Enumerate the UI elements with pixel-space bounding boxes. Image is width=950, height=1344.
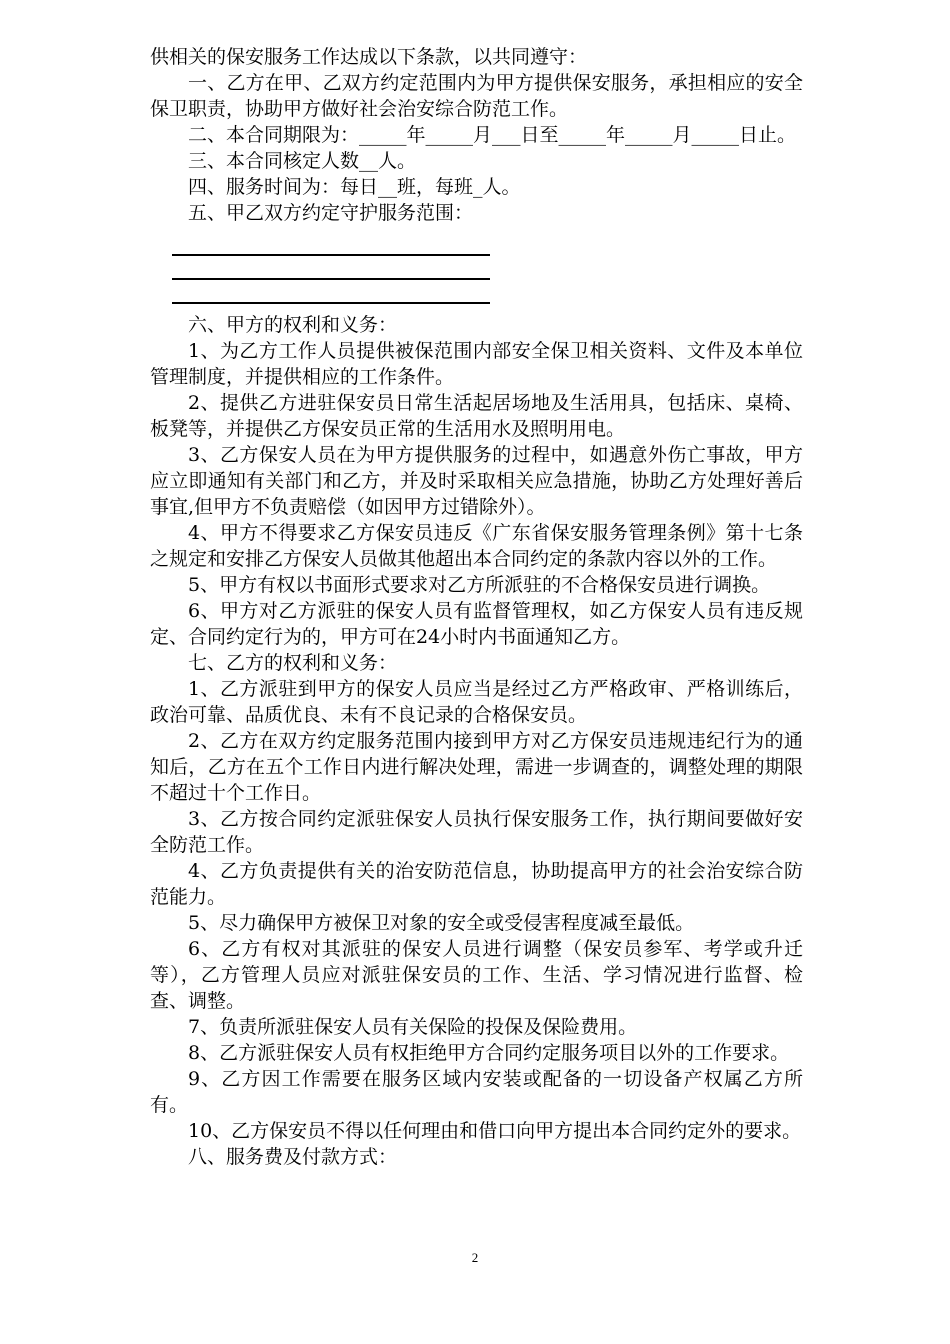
- blank-line: [172, 232, 490, 256]
- paragraph: 供相关的保安服务工作达成以下条款，以共同遵守：: [150, 46, 588, 68]
- paragraph: 1、乙方派驻到甲方的保安人员应当是经过乙方严格政审、严格训练后，政治可靠、品质优良、未有不良记录的合格保安员。: [150, 678, 803, 726]
- paragraph: 2、提供乙方进驻保安员日常生活起居场地及生活用具，包括床、桌椅、板凳等，并提供乙方保安员正常的生活用水及照明用电。: [150, 392, 803, 440]
- paragraph: 7、负责所派驻保安人员有关保险的投保及保险费用。: [188, 1016, 638, 1038]
- blank-line: [172, 280, 490, 304]
- document-page: [150, 44, 803, 1170]
- paragraph: 4、甲方不得要求乙方保安员违反《广东省保安服务管理条例》第十七条之规定和安排乙方保安人员做其他超出本合同约定的条款内容以外的工作。: [150, 522, 803, 570]
- paragraph: 八、服务费及付款方式：: [188, 1146, 398, 1168]
- paragraph: 四、服务时间为：每日__班，每班_人。: [188, 176, 521, 198]
- paragraph: 9、乙方因工作需要在服务区域内安装或配备的一切设备产权属乙方所有。: [150, 1068, 803, 1116]
- paragraph: 3、乙方按合同约定派驻保安人员执行保安服务工作，执行期间要做好安全防范工作。: [150, 808, 803, 856]
- blank-line: [172, 256, 490, 280]
- paragraph: 五、甲乙双方约定守护服务范围：: [188, 202, 474, 224]
- paragraph: 10、乙方保安员不得以任何理由和借口向甲方提出本合同约定外的要求。: [188, 1120, 802, 1142]
- paragraph: 三、本合同核定人数__人。: [188, 150, 417, 172]
- paragraph: 5、甲方有权以书面形式要求对乙方所派驻的不合格保安员进行调换。: [188, 574, 771, 596]
- contract-clauses-top: [150, 44, 803, 226]
- paragraph: 一、乙方在甲、乙双方约定范围内为甲方提供保安服务，承担相应的安全保卫职责，协助甲方做好社会治安综合防范工作。: [150, 72, 803, 120]
- paragraph: 二、本合同期限为：_____年_____月___日至_____年_____月_____日止。: [188, 124, 797, 146]
- contract-clauses-main: [150, 312, 803, 1170]
- paragraph: 6、甲方对乙方派驻的保安人员有监督管理权，如乙方保安人员有违反规定、合同约定行为的，甲方可在24小时内书面通知乙方。: [150, 600, 803, 648]
- paragraph: 2、乙方在双方约定服务范围内接到甲方对乙方保安员违规违纪行为的通知后，乙方在五个工作日内进行解决处理，需进一步调查的，调整处理的期限不超过十个工作日。: [150, 730, 803, 804]
- paragraph: 1、为乙方工作人员提供被保范围内部安全保卫相关资料、文件及本单位管理制度，并提供相应的工作条件。: [150, 340, 803, 388]
- paragraph: 5、尽力确保甲方被保卫对象的安全或受侵害程度减至最低。: [188, 912, 695, 934]
- paragraph: 3、乙方保安人员在为甲方提供服务的过程中，如遇意外伤亡事故，甲方应立即通知有关部门和乙方，并及时采取相关应急措施，协助乙方处理好善后事宜,但甲方不负责赔偿（如因甲方过错除外）。: [150, 444, 803, 518]
- paragraph: 8、乙方派驻保安人员有权拒绝甲方合同约定服务项目以外的工作要求。: [188, 1042, 790, 1064]
- paragraph: 七、乙方的权利和义务：: [188, 652, 398, 674]
- page-number: 2: [471, 1250, 479, 1265]
- paragraph: 4、乙方负责提供有关的治安防范信息，协助提高甲方的社会治安综合防范能力。: [150, 860, 803, 908]
- service-scope-blank-lines: [172, 232, 803, 304]
- paragraph: 6、乙方有权对其派驻的保安人员进行调整（保安员参军、考学或升迁等），乙方管理人员应对派驻保安员的工作、生活、学习情况进行监督、检查、调整。: [150, 938, 803, 1012]
- paragraph: 六、甲方的权利和义务：: [188, 314, 398, 336]
